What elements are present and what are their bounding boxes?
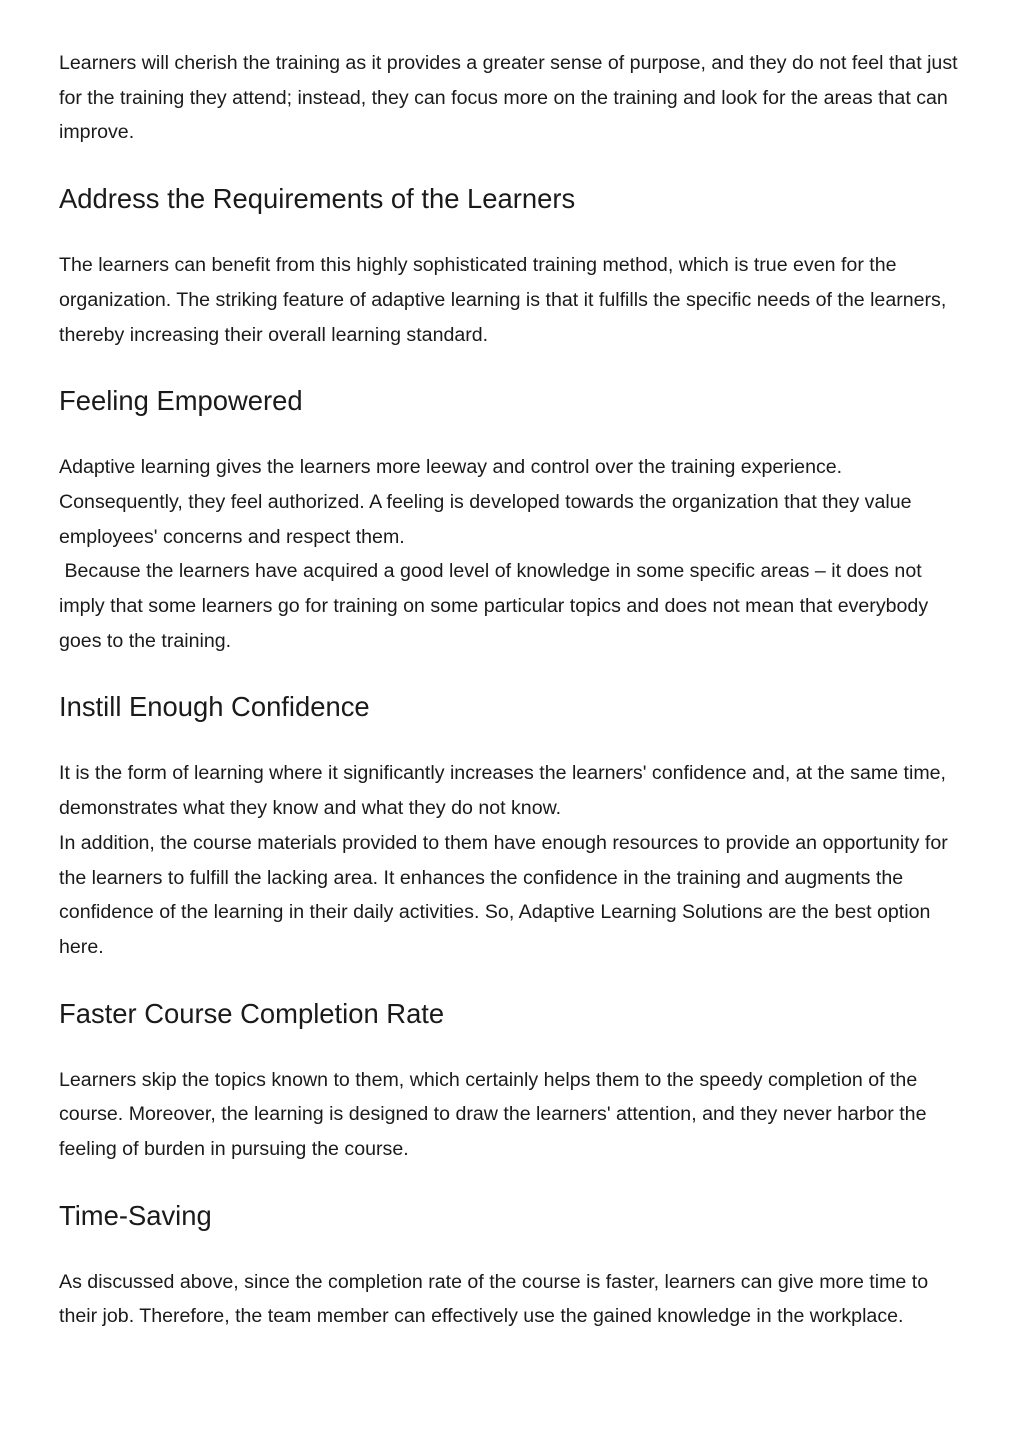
document-body (59, 46, 967, 1334)
section-instill-confidence (59, 690, 967, 964)
section-heading: Address the Requirements of the Learners (59, 183, 576, 215)
section-heading: Feeling Empowered (59, 385, 303, 417)
section-heading: Time-Saving (59, 1199, 212, 1231)
section-time-saving (59, 1199, 967, 1334)
intro-paragraph: Learners will cherish the training as it provides a greater sense of purpose, and they do not feel that just for the training they attend; instead, they can focus more on the training and look for the areas that can improve. (59, 52, 964, 144)
section-paragraph: Adaptive learning gives the learners more leeway and control over the training experience. Consequently, they feel authorized. A feeling is developed towards the organization that they value employees' concerns and respect them. (59, 456, 917, 548)
section-faster-completion (59, 997, 967, 1167)
section-paragraph: In addition, the course materials provided to them have enough resources to provide an opportunity for the learners to fulfill the lacking area. It enhances the confidence in the training and augments the confidence of the learning in their daily activities. So, Adaptive Learning Solutions are the best option here. (59, 831, 954, 958)
section-paragraph: Learners skip the topics known to them, which certainly helps them to the speedy completion of the course. Moreover, the learning is designed to draw the learners' attention, and they never harbor the feeling of burden in pursuing the course. (59, 1068, 932, 1161)
section-feeling-empowered (59, 384, 967, 658)
section-paragraph: As discussed above, since the completion rate of the course is faster, learners can give more time to their job. Therefore, the team member can effectively use the gained knowledge in the workplace. (59, 1270, 934, 1328)
section-paragraph: The learners can benefit from this highly sophisticated training method, which is true even for the organization. The striking feature of adaptive learning is that it fulfills the specific needs of the learners, thereby increasing their overall learning standard. (59, 254, 952, 346)
section-address-requirements (59, 182, 967, 352)
section-heading: Instill Enough Confidence (59, 691, 370, 723)
section-heading: Faster Course Completion Rate (59, 997, 445, 1029)
section-paragraph: It is the form of learning where it significantly increases the learners' confidence and, at the same time, demonstrates what they know and what they do not know. (59, 762, 952, 820)
section-paragraph: Because the learners have acquired a good level of knowledge in some specific areas – it does not imply that some learners go for training on some particular topics and does not mean that everybody goes to the training. (59, 560, 934, 652)
